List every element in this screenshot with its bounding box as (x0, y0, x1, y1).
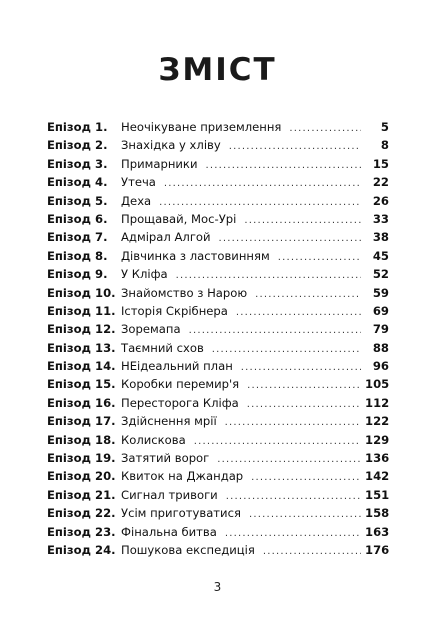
episode-label: Епізод 24. (47, 542, 116, 557)
episode-page-number: 112 (365, 395, 390, 410)
episode-title: Історія Скрібнера (121, 303, 228, 318)
dot-leader (236, 304, 361, 322)
episode-label: Епізод 13. (47, 340, 116, 355)
episode-label: Епізод 7. (47, 230, 108, 245)
dot-leader (278, 249, 361, 267)
episode-label: Епізод 18. (47, 432, 116, 447)
dot-leader (255, 286, 361, 304)
dot-leader (247, 377, 361, 395)
episode-page-number: 33 (372, 211, 389, 226)
episode-title: Примарники (121, 156, 198, 171)
episode-label: Епізод 11. (47, 303, 116, 318)
episode-page-number: 22 (372, 175, 389, 190)
episode-page-number: 96 (372, 359, 389, 374)
episode-label: Епізод 2. (47, 138, 108, 153)
episode-label: Епізод 12. (47, 322, 116, 337)
episode-label: Епізод 16. (47, 395, 116, 410)
episode-page-number: 8 (380, 138, 389, 153)
toc-entry (47, 247, 389, 265)
episode-title: У Кліфа (121, 267, 168, 282)
dot-leader (189, 322, 361, 340)
episode-page-number: 88 (372, 340, 389, 355)
toc-entry (47, 504, 389, 522)
toc-entry (47, 449, 389, 467)
episode-title: Знайомство з Нарою (121, 285, 248, 300)
page-title: ЗМІСТ (158, 52, 277, 88)
episode-title: Пересторога Кліфа (121, 395, 239, 410)
episode-title: Затятий ворог (121, 451, 210, 466)
toc-entry (47, 265, 389, 283)
dot-leader (263, 543, 361, 561)
episode-label: Епізод 14. (47, 359, 116, 374)
episode-title: Деха (121, 193, 152, 208)
episode-page-number: 15 (372, 156, 389, 171)
episode-page-number: 5 (380, 120, 389, 134)
episode-label: Епізод 4. (47, 175, 108, 190)
toc-entry (47, 486, 389, 504)
table-of-contents (47, 118, 389, 559)
episode-label: Епізод 20. (47, 469, 116, 484)
toc-entry (47, 357, 389, 375)
toc-entry (47, 284, 389, 302)
toc-entry (47, 210, 389, 228)
episode-page-number: 105 (365, 377, 390, 392)
episode-title: Коробки перемир'я (121, 377, 240, 392)
episode-label: Епізод 10. (47, 285, 116, 300)
dot-leader (251, 469, 361, 487)
episode-page-number: 129 (365, 432, 390, 447)
dot-leader (247, 396, 361, 414)
dot-leader (241, 359, 361, 377)
episode-page-number: 52 (372, 267, 389, 282)
episode-label: Епізод 1. (47, 120, 108, 134)
dot-leader (194, 433, 361, 451)
toc-entry (47, 412, 389, 430)
dot-leader (249, 506, 361, 524)
episode-label: Епізод 21. (47, 487, 116, 502)
episode-title: Таємний схов (121, 340, 204, 355)
episode-page-number: 26 (372, 193, 389, 208)
dot-leader (225, 414, 361, 432)
episode-title: Прощавай, Мос-Урі (121, 211, 237, 226)
episode-title: Фінальна битва (121, 524, 217, 539)
episode-label: Епізод 3. (47, 156, 108, 171)
dot-leader (229, 138, 361, 156)
episode-title: НЕідеальний план (121, 359, 233, 374)
episode-page-number: 38 (372, 230, 389, 245)
episode-title: Колискова (121, 432, 186, 447)
episode-page-number: 59 (372, 285, 389, 300)
episode-page-number: 69 (372, 303, 389, 318)
toc-entry (47, 192, 389, 210)
episode-title: Усім приготуватися (121, 506, 241, 521)
episode-page-number: 79 (372, 322, 389, 337)
episode-page-number: 136 (365, 451, 390, 466)
episode-label: Епізод 23. (47, 524, 116, 539)
episode-title: Неочікуване приземлення (121, 120, 282, 134)
episode-page-number: 158 (365, 506, 390, 521)
toc-entry (47, 375, 389, 393)
episode-page-number: 163 (365, 524, 390, 539)
toc-entry (47, 431, 389, 449)
dot-leader (205, 157, 361, 175)
episode-title: Адмірал Алгой (121, 230, 211, 245)
episode-title: Знахідка у хліву (121, 138, 221, 153)
episode-label: Епізод 19. (47, 451, 116, 466)
dot-leader (212, 341, 361, 359)
toc-entry (47, 394, 389, 412)
episode-label: Епізод 15. (47, 377, 116, 392)
toc-entry (47, 228, 389, 246)
episode-title: Сигнал тривоги (121, 487, 218, 502)
dot-leader (244, 212, 361, 230)
toc-entry (47, 523, 389, 541)
episode-title: Дівчинка з ластовинням (121, 248, 270, 263)
page-number: 3 (213, 580, 222, 594)
episode-title: Пошукова експедиція (121, 542, 255, 557)
toc-entry (47, 541, 389, 559)
episode-label: Епізод 6. (47, 211, 108, 226)
episode-page-number: 176 (365, 542, 390, 557)
episode-label: Епізод 17. (47, 414, 116, 429)
episode-title: Здійснення мрії (121, 414, 217, 429)
episode-label: Епізод 22. (47, 506, 116, 521)
dot-leader (164, 175, 361, 193)
toc-entry (47, 320, 389, 338)
toc-entry (47, 155, 389, 173)
toc-entry (47, 302, 389, 320)
episode-page-number: 142 (365, 469, 390, 484)
episode-page-number: 151 (365, 487, 390, 502)
episode-title: Утеча (121, 175, 156, 190)
dot-leader (289, 120, 361, 138)
episode-page-number: 122 (365, 414, 390, 429)
episode-title: Зоремапа (121, 322, 181, 337)
episode-label: Епізод 9. (47, 267, 108, 282)
episode-label: Епізод 8. (47, 248, 108, 263)
dot-leader (226, 488, 361, 506)
episode-title: Квиток на Джандар (121, 469, 244, 484)
toc-entry (47, 118, 389, 136)
episode-page-number: 45 (372, 248, 389, 263)
toc-entry (47, 467, 389, 485)
toc-entry (47, 339, 389, 357)
toc-entry (47, 136, 389, 154)
episode-label: Епізод 5. (47, 193, 108, 208)
toc-entry (47, 173, 389, 191)
